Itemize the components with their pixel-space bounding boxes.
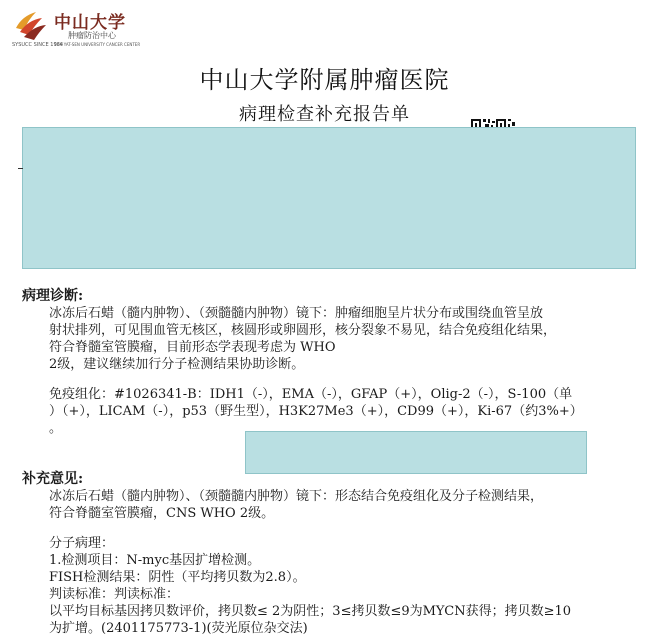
diagnosis-text [49,305,619,373]
logo-english-name: SUN YAT-SEN UNIVERSITY CANCER CENTER [54,42,141,47]
supplement-line: 冰冻后石蜡（髓内肿物）、（颈髓髓内肿物）镜下：形态结合免疫组化及分子检测结果， [49,489,544,504]
logo-university-name: 中山大学 [54,13,126,33]
redacted-patient-info [22,127,636,269]
ihc-line: 。 [49,421,63,436]
diagnosis-line: 2级，建议继续加行分子检测结果协助诊断。 [49,357,305,372]
report-title: 病理检查补充报告单 [239,104,410,125]
ihc-line: 免疫组化：#1026341-B：IDH1（-），EMA（-），GFAP（+），Olig-2（-），S-100（单 [49,387,573,402]
molecular-line: 以平均目标基因拷贝数评价，拷贝数≤ 2为阴性；3≤拷贝数≤9为MYCN获得；拷贝数≥10 [49,604,572,619]
margin-mark [18,168,23,169]
hospital-logo [12,8,142,50]
ihc-line: ）（+），LICAM（-），p53（野生型），H3K27Me3（+），CD99（+），Ki-67（约3%+） [49,404,583,419]
logo-since-text: SINCE 1964 [33,42,63,48]
supplement-text [49,488,619,522]
sysucc-emblem-icon [12,8,48,46]
logo-center-name: 肿瘤防治中心 [68,31,116,40]
molecular-line: 1.检测项目：N-myc基因扩增检测。 [49,553,261,568]
supplement-heading: 补充意见: [22,471,84,487]
diagnosis-line: 冰冻后石蜡（髓内肿物）、（颈髓髓内肿物）镜下：肿瘤细胞呈片状分布或围绕血管呈放 [49,306,544,321]
molecular-pathology-text [49,535,619,637]
molecular-line: 判读标准：判读标准： [49,587,180,602]
diagnosis-line: 符合脊髓室管膜瘤，目前形态学表现考虑为 WHO [49,340,336,355]
supplement-line: 符合脊髓室管膜瘤，CNS WHO 2级。 [49,506,275,521]
hospital-title: 中山大学附属肿瘤医院 [199,66,450,94]
diagnosis-line: 射状排列，可见围血管无核区，核圆形或卵圆形，核分裂象不易见，结合免疫组化结果， [49,323,557,338]
redacted-signature-block [245,431,587,474]
ihc-text [49,386,619,437]
molecular-line: 分子病理： [49,536,115,551]
molecular-line: 为扩增。(2401175773-1)(荧光原位杂交法) [49,621,308,636]
diagnosis-heading: 病理诊断: [22,288,84,304]
logo-abbr-text: SYSUCC [12,42,33,48]
molecular-line: FISH检测结果：阴性（平均拷贝数为2.8）。 [49,570,306,585]
